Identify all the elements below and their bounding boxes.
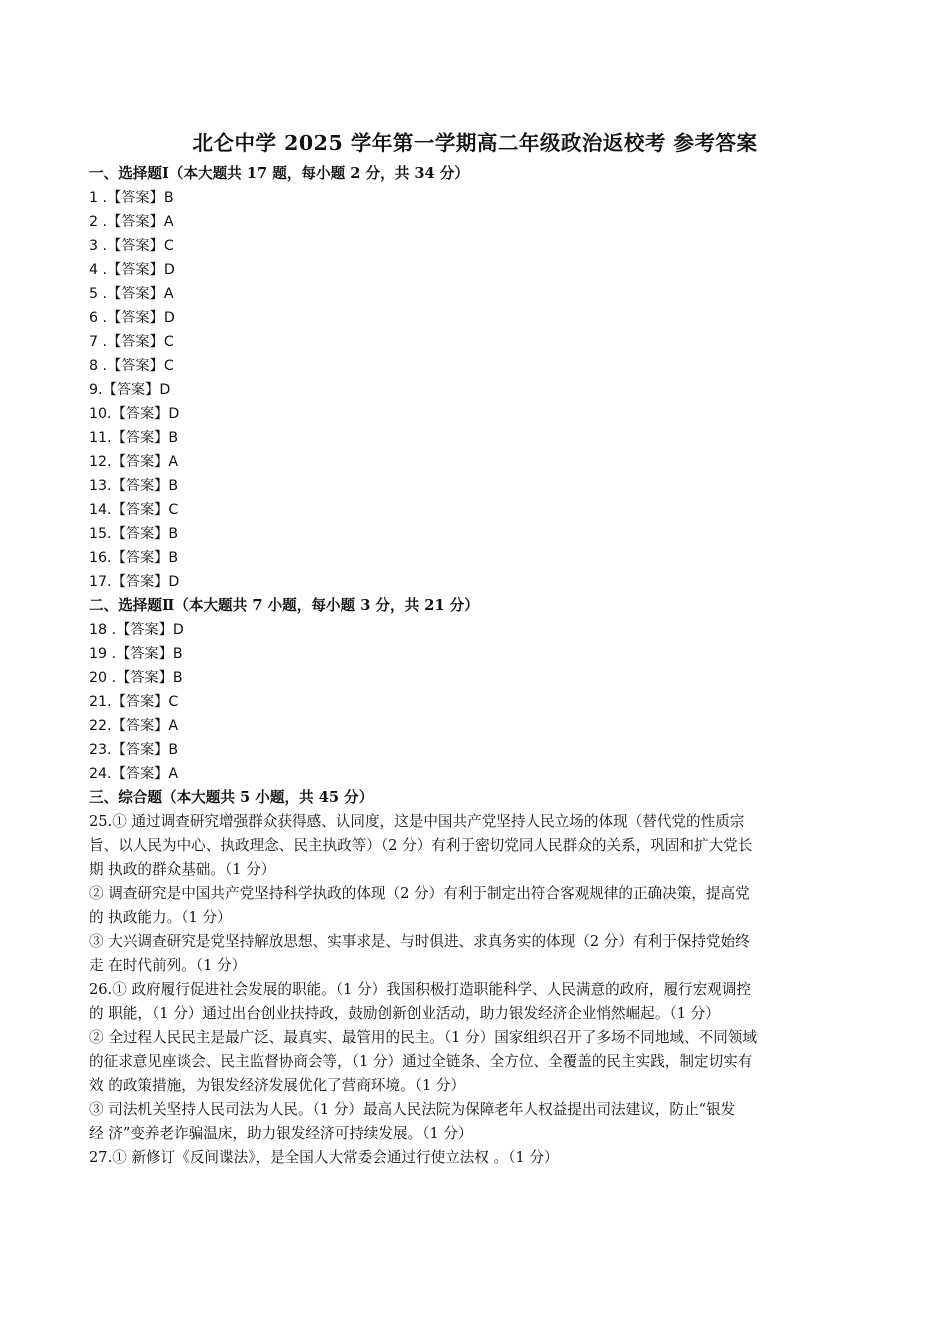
answer-letter: B	[172, 670, 183, 686]
answer-item	[89, 236, 174, 256]
answer-item	[89, 476, 178, 496]
answer-item	[89, 572, 179, 592]
answer-item	[89, 332, 174, 352]
answer-tag: 【答案】	[107, 214, 164, 230]
document-title: 北仑中学 2025 学年第一学期高二年级政治返校考 参考答案	[192, 131, 758, 155]
essay-answer-line: 期 执政的群众基础。（1 分）	[89, 861, 276, 878]
question-number: 2 .	[89, 214, 108, 230]
answer-letter: D	[168, 574, 180, 590]
essay-answer-line: 25.① 通过调查研究增强群众获得感、认同度，这是中国共产党坚持人民立场的体现（替代党的性质宗	[89, 813, 745, 830]
question-number: 11.	[89, 430, 112, 446]
answer-letter: A	[168, 766, 179, 782]
essay-answer-line: 经 济”变养老诈骗温床，助力银发经济可持续发展。（1 分）	[89, 1125, 473, 1142]
answer-letter: C	[163, 334, 174, 350]
question-number: 24.	[89, 766, 112, 782]
essay-answer-line: 效 的政策措施，为银发经济发展优化了营商环境。（1 分）	[89, 1077, 466, 1094]
answer-item	[89, 212, 174, 232]
answer-tag: 【答案】	[107, 238, 164, 254]
question-number: 21.	[89, 694, 112, 710]
answer-item	[89, 452, 178, 472]
answer-letter: B	[168, 478, 179, 494]
answer-letter: A	[163, 214, 174, 230]
answer-item	[89, 404, 179, 424]
answer-letter: D	[172, 622, 184, 638]
question-number: 19 .	[89, 646, 117, 662]
answer-item	[89, 260, 175, 280]
answer-letter: B	[163, 190, 174, 206]
answer-tag: 【答案】	[111, 718, 169, 734]
question-number: 18 .	[89, 622, 117, 638]
answer-tag: 【答案】	[111, 574, 169, 590]
answer-tag: 【答案】	[111, 454, 169, 470]
essay-answer-line: 走 在时代前列。（1 分）	[89, 957, 247, 974]
answer-item	[89, 524, 178, 544]
answer-letter: B	[168, 550, 179, 566]
answer-tag: 【答案】	[107, 286, 164, 302]
answer-item	[89, 668, 183, 688]
question-number: 12.	[89, 454, 112, 470]
answer-tag: 【答案】	[107, 190, 164, 206]
question-number: 7 .	[89, 334, 108, 350]
answer-letter: B	[172, 646, 183, 662]
answer-tag: 【答案】	[102, 382, 160, 398]
section-heading-3: 三、综合题（本大题共 5 小题，共 45 分）	[89, 789, 374, 806]
answer-item	[89, 740, 178, 760]
answer-tag: 【答案】	[111, 478, 169, 494]
answer-tag: 【答案】	[111, 430, 169, 446]
answer-tag: 【答案】	[111, 502, 169, 518]
answer-letter: D	[168, 406, 180, 422]
answer-tag: 【答案】	[111, 406, 169, 422]
essay-answer-line: ② 全过程人民民主是最广泛、最真实、最管用的民主。（1 分）国家组织召开了多场不同地域、不同领域	[89, 1029, 757, 1046]
answer-letter: D	[163, 310, 175, 326]
answer-item	[89, 356, 174, 376]
answer-tag: 【答案】	[107, 262, 164, 278]
question-number: 17.	[89, 574, 112, 590]
answer-tag: 【答案】	[107, 310, 164, 326]
answer-item	[89, 716, 178, 736]
answer-item	[89, 692, 178, 712]
answer-tag: 【答案】	[116, 646, 173, 662]
answer-letter: A	[168, 454, 179, 470]
question-number: 3 .	[89, 238, 108, 254]
question-number: 6 .	[89, 310, 108, 326]
answer-tag: 【答案】	[116, 622, 173, 638]
essay-answer-line: 的征求意见座谈会、民主监督协商会等，（1 分）通过全链条、全方位、全覆盖的民主实践，制定切实有	[89, 1053, 753, 1070]
answer-item	[89, 620, 184, 640]
answer-item	[89, 764, 178, 784]
answer-letter: A	[168, 718, 179, 734]
question-number: 13.	[89, 478, 112, 494]
answer-item	[89, 428, 178, 448]
answer-item	[89, 284, 174, 304]
answer-letter: D	[163, 262, 175, 278]
answer-letter: C	[163, 238, 174, 254]
question-number: 22.	[89, 718, 112, 734]
answer-tag: 【答案】	[111, 766, 169, 782]
question-number: 10.	[89, 406, 112, 422]
essay-answer-line: ② 调查研究是中国共产党坚持科学执政的体现（2 分）有利于制定出符合客观规律的正确决策，提高党	[89, 885, 750, 902]
question-number: 16.	[89, 550, 112, 566]
section-heading-1: 一、选择题Ⅰ（本大题共 17 题，每小题 2 分，共 34 分）	[89, 165, 469, 182]
answer-item	[89, 644, 183, 664]
answer-tag: 【答案】	[111, 694, 169, 710]
answer-tag: 【答案】	[107, 358, 164, 374]
answer-item	[89, 548, 178, 568]
essay-answer-line: 的 执政能力。（1 分）	[89, 909, 232, 926]
essay-answer-line: 旨、以人民为中心、执政理念、民主执政等）（2 分）有利于密切党同人民群众的关系，巩固和扩大党长	[89, 837, 753, 854]
answer-letter: D	[159, 382, 171, 398]
essay-answer-line: ③ 司法机关坚持人民司法为人民。（1 分）最高人民法院为保障老年人权益提出司法建议，防止“银发	[89, 1101, 736, 1118]
question-number: 9.	[89, 382, 103, 398]
section-heading-2: 二、选择题Ⅱ（本大题共 7 小题，每小题 3 分，共 21 分）	[89, 597, 479, 614]
answer-letter: B	[168, 430, 179, 446]
answer-item	[89, 188, 174, 208]
essay-answer-line: 27.① 新修订《反间谍法》，是全国人大常委会通过行使立法权 。（1 分）	[89, 1149, 559, 1166]
answer-letter: C	[163, 358, 174, 374]
question-number: 15.	[89, 526, 112, 542]
answer-item	[89, 308, 175, 328]
answer-letter: B	[168, 526, 179, 542]
question-number: 20 .	[89, 670, 117, 686]
answer-letter: C	[168, 694, 179, 710]
question-number: 4 .	[89, 262, 108, 278]
answer-letter: B	[168, 742, 179, 758]
essay-answer-line: ③ 大兴调查研究是党坚持解放思想、实事求是、与时俱进、求真务实的体现（2 分）有利于保持党始终	[89, 933, 750, 950]
answer-letter: A	[163, 286, 174, 302]
question-number: 5 .	[89, 286, 108, 302]
answer-tag: 【答案】	[111, 550, 169, 566]
essay-answer-line: 的 职能，（1 分）通过出台创业扶持政，鼓励创新创业活动，助力银发经济企业悄然崛起。（1 分）	[89, 1005, 720, 1022]
answer-tag: 【答案】	[111, 526, 169, 542]
question-number: 23.	[89, 742, 112, 758]
question-number: 14.	[89, 502, 112, 518]
essay-answer-line: 26.① 政府履行促进社会发展的职能。（1 分）我国积极打造职能科学、人民满意的政府，履行宏观调控	[89, 981, 752, 998]
question-number: 8 .	[89, 358, 108, 374]
answer-item	[89, 380, 170, 400]
question-number: 1 .	[89, 190, 108, 206]
answer-tag: 【答案】	[116, 670, 173, 686]
answer-letter: C	[168, 502, 179, 518]
answer-item	[89, 500, 178, 520]
answer-tag: 【答案】	[111, 742, 169, 758]
answer-tag: 【答案】	[107, 334, 164, 350]
